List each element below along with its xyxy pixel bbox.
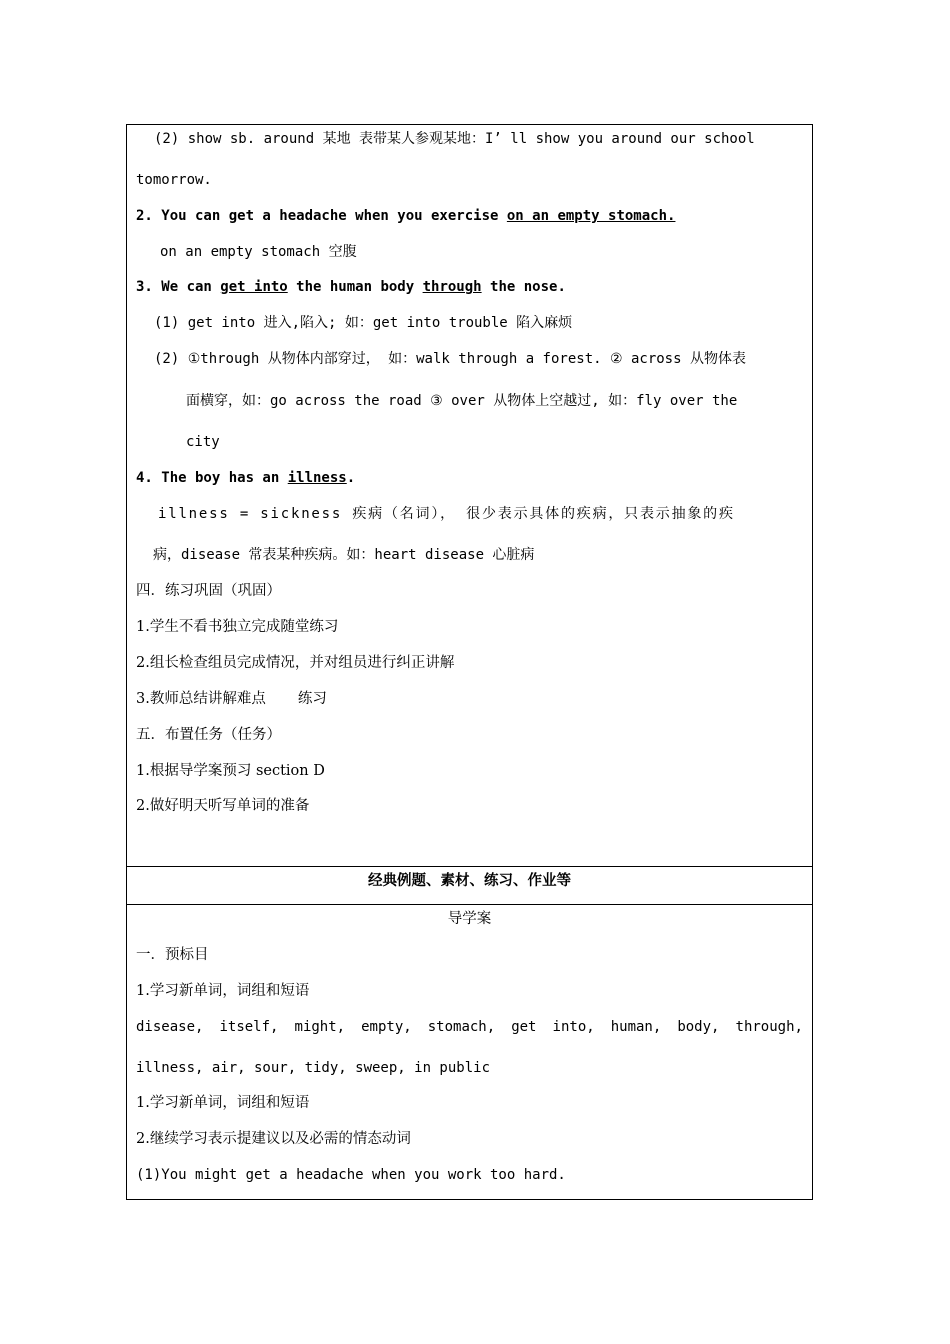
section-4-title: 四．练习巩固（巩固） [136, 583, 281, 599]
item-3-sentence: 3. We can get into the human body through the nose. [136, 279, 566, 295]
word: body, [677, 1019, 720, 1035]
materials-header: 经典例题、素材、练习、作业等 [368, 872, 571, 889]
note-tomorrow: tomorrow. [136, 172, 212, 188]
item-4-note-1: illness = sickness 疾病（名词）， 很少表示具体的疾病，只表示抽象的疾 [158, 506, 735, 522]
word: stomach, [427, 1019, 496, 1035]
word: itself, [219, 1019, 279, 1035]
word: might, [294, 1019, 346, 1035]
study-guide-cell [126, 904, 813, 1200]
item-3-note-2c: city [186, 434, 220, 450]
vocabulary-list [136, 1017, 803, 1037]
item-4-note-2: 病，disease 常表某种疾病。如：heart disease 心脏病 [153, 547, 535, 563]
note-show-around-text: (2) show sb. around 某地 表带某人参观某地：I’ ll show you around our school [154, 131, 755, 147]
word: empty, [361, 1019, 412, 1035]
section-4-item-2: 2.组长检查组员完成情况，并对组员进行纠正讲解 [136, 655, 455, 671]
lesson-content-cell [126, 124, 813, 867]
section-4-item-3: 3.教师总结讲解难点 练习 [136, 691, 327, 707]
item-3-note-2: (2) ①through 从物体内部穿过， 如：walk through a forest. ② across 从物体表 [154, 351, 746, 367]
word: into, [552, 1019, 595, 1035]
item-4-sentence: 4. The boy has an illness. [136, 470, 356, 486]
section-4-item-1: 1.学生不看书独立完成随堂练习 [136, 619, 339, 635]
vocabulary-list-2: illness, air, sour, tidy, sweep, in public [136, 1060, 491, 1076]
item-2-sentence: 2. You can get a headache when you exercise on an empty stomach. [136, 208, 676, 224]
preview-goal-item-1: 1.学习新单词，词组和短语 [136, 983, 310, 999]
word: human, [610, 1019, 662, 1035]
preview-goal-item-1b: 1.学习新单词，词组和短语 [136, 1095, 310, 1111]
word: through, [735, 1019, 803, 1035]
item-3-note-1: (1) get into 进入,陷入; 如：get into trouble 陷入麻烦 [154, 315, 573, 331]
study-guide-title: 导学案 [447, 911, 492, 927]
item-2-note: on an empty stomach 空腹 [160, 244, 357, 260]
word: disease, [136, 1019, 204, 1035]
section-5-title: 五．布置任务（任务） [136, 727, 281, 743]
materials-header-cell [126, 866, 813, 905]
section-5-item-1: 1.根据导学案预习 section D [136, 763, 325, 779]
note-show-around [154, 129, 803, 149]
preview-goal-title: 一．预标目 [136, 947, 209, 963]
example-sentence-1: (1)You might get a headache when you work too hard. [136, 1167, 566, 1183]
word: get [511, 1019, 537, 1035]
item-3-note-2b: 面横穿，如：go across the road ③ over 从物体上空越过, 如：fly over the [186, 393, 738, 409]
preview-goal-item-2: 2.继续学习表示提建议以及必需的情态动词 [136, 1131, 411, 1147]
section-5-item-2: 2.做好明天听写单词的准备 [136, 798, 310, 814]
